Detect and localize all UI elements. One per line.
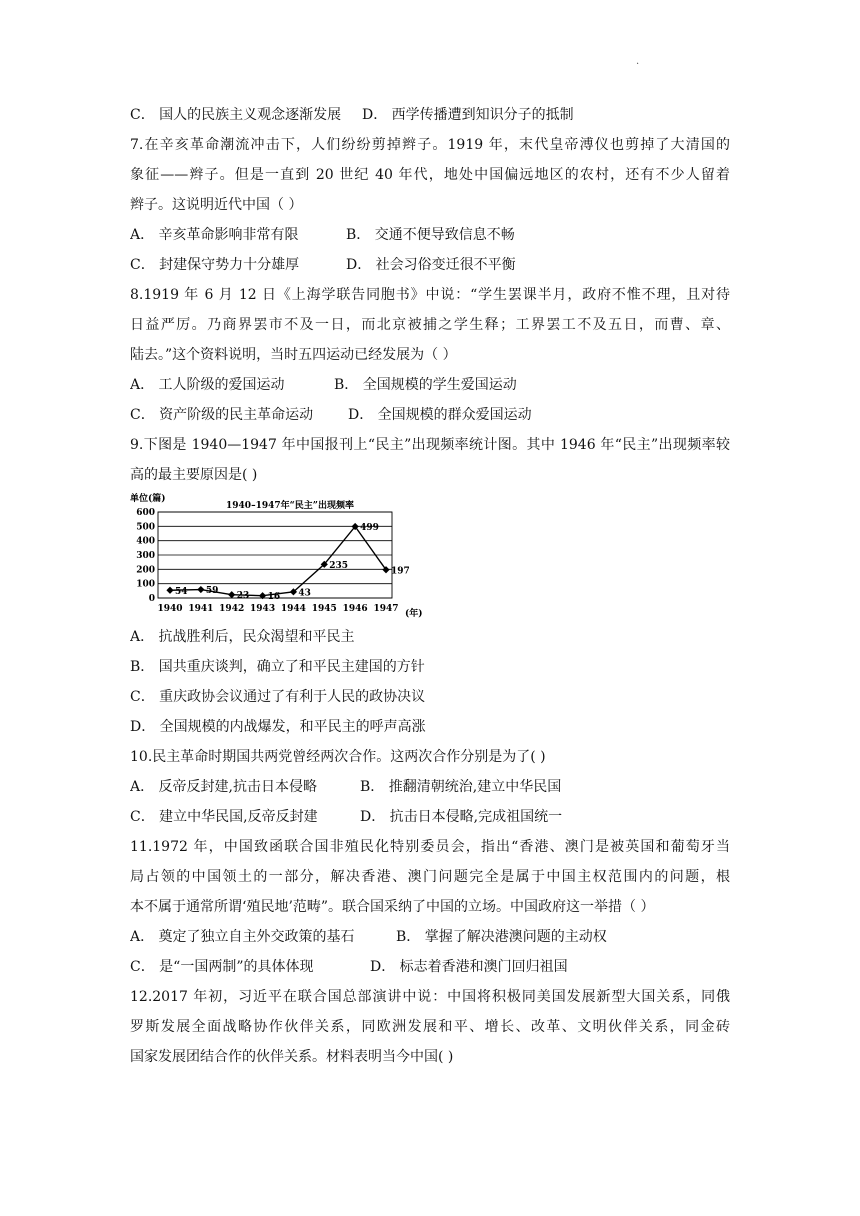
q9-option-d[interactable]: D． 全国规模的内战爆发，和平民主的呼声高涨: [130, 719, 426, 735]
chart-data-label: 16: [267, 592, 281, 603]
chart-x-tick-label: 1941: [188, 604, 214, 614]
q10-option-d[interactable]: D． 抗击日本侵略,完成祖国统一: [360, 809, 563, 825]
q11-stem-line-2: 局占领的中国领土的一部分，解决香港、澳门问题完全是属于中国主权范围内的问题，根: [130, 869, 730, 885]
chart-x-tick-label: 1943: [250, 604, 276, 614]
q11-option-d[interactable]: D． 标志着香港和澳门回归祖国: [370, 959, 568, 975]
q9-chart: [130, 492, 730, 620]
chart-y-tick-label: 300: [136, 551, 155, 561]
chart-y-tick-label: 400: [136, 536, 155, 547]
exam-content: [130, 100, 730, 1072]
chart-y-tick-label: 600: [136, 508, 155, 518]
chart-data-label: 23: [236, 591, 250, 602]
q11-option-b[interactable]: B． 掌握了解决港澳问题的主动权: [396, 929, 607, 945]
q7-stem-line-3: 辫子。这说明近代中国（ ）: [130, 197, 303, 213]
chart-y-tick-label: 200: [136, 565, 155, 576]
q10-option-c[interactable]: C． 建立中华民国,反帝反封建: [130, 809, 318, 825]
q8-stem-line-1: 8.1919 年 6 月 12 日《上海学联告同胞书》中说：“学生罢课半月，政府不惟不理，且对待: [130, 287, 730, 303]
chart-x-tick-label: 1942: [219, 604, 245, 614]
q8-option-d[interactable]: D． 全国规模的群众爱国运动: [348, 407, 532, 423]
q8-options-row-ab: [130, 370, 730, 400]
q8-option-b[interactable]: B． 全国规模的学生爱国运动: [334, 377, 517, 393]
q9-stem-line-1: 9.下图是 1940—1947 年中国报刊上“民主”出现频率统计图。其中 1946 年“民主”出现频率较: [130, 437, 730, 453]
chart-data-label: 59: [205, 586, 219, 597]
q7-stem-line-1: 7.在辛亥革命潮流冲击下，人们纷纷剪掉辫子。1919 年，末代皇帝溥仪也剪掉了大清国的: [130, 137, 730, 153]
chart-y-axis-label: 单位(篇): [130, 494, 166, 504]
q11-stem-line-3: 本不属于通常所谓‘殖民地’范畴”。联合国采纳了中国的立场。中国政府这一举措（ ）: [130, 899, 655, 915]
chart-y-tick-label: 500: [136, 522, 155, 533]
q8-stem-line-3: 陆去。”这个资料说明，当时五四运动已经发展为（ ）: [130, 347, 457, 363]
q9-option-c[interactable]: C． 重庆政协会议通过了有利于人民的政协决议: [130, 689, 426, 705]
header-dot: .: [636, 56, 640, 67]
chart-x-tick-label: 1944: [280, 604, 306, 614]
chart-data-point: [166, 587, 173, 594]
q7-option-d[interactable]: D． 社会习俗变迁很不平衡: [346, 257, 516, 273]
q12-stem-line-1: 12.2017 年初，习近平在联合国总部演讲中说：中国将积极同美国发展新型大国关系，同俄: [130, 989, 730, 1005]
q7-option-a[interactable]: A． 辛亥革命影响非常有限: [130, 227, 299, 243]
q10-options-row-ab: [130, 772, 730, 802]
q12-stem-line-2: 罗斯发展全面战略协作伙伴关系，同欧洲发展和平、增长、改革、文明伙伴关系，同金砖: [130, 1019, 730, 1035]
chart-x-tick-label: 1940: [157, 604, 183, 614]
q10-option-a[interactable]: A． 反帝反封建,抗击日本侵略: [130, 779, 318, 795]
q12-stem-line-3: 国家发展团结合作的伙伴关系。材料表明当今中国( ): [130, 1049, 454, 1065]
q10-stem-line-1: 10.民主革命时期国共两党曾经两次合作。这两次合作分别是为了( ): [130, 749, 546, 765]
chart-data-label: 499: [360, 522, 379, 533]
chart-x-unit: (年): [405, 609, 423, 619]
chart-data-label: 197: [391, 566, 410, 577]
q9-option-b[interactable]: B． 国共重庆谈判，确立了和平民主建国的方针: [130, 659, 425, 675]
q10-options-row-cd: [130, 802, 730, 832]
chart-x-tick-label: 1945: [311, 604, 337, 614]
chart-title: 1940–1947年“民主”出现频率: [226, 501, 354, 511]
q11-option-c[interactable]: C． 是“一国两制”的具体体现: [130, 959, 314, 975]
chart-data-label: 54: [175, 586, 188, 597]
q7-stem-line-2: 象征——辫子。但是一直到 20 世纪 40 年代，地处中国偏远地区的农村，还有不少人留着: [130, 167, 730, 183]
q7-options-row-ab: [130, 220, 730, 250]
q11-options-row-cd: [130, 952, 730, 982]
chart-data-label: 235: [329, 560, 349, 571]
q7-option-b[interactable]: B． 交通不便导致信息不畅: [346, 227, 515, 243]
q6-option-d[interactable]: D． 西学传播遭到知识分子的抵制: [362, 107, 574, 123]
q6-option-c[interactable]: C． 国人的民族主义观念逐渐发展: [130, 107, 342, 123]
chart-data-point: [228, 591, 235, 598]
chart-x-tick-label: 1947: [373, 604, 399, 614]
q9-option-a[interactable]: A． 抗战胜利后，民众渴望和平民主: [130, 629, 355, 645]
frequency-line-chart: [130, 492, 430, 620]
q11-options-row-ab: [130, 922, 730, 952]
chart-data-label: 43: [298, 588, 311, 599]
chart-x-tick-label: 1946: [342, 604, 368, 614]
chart-y-tick-label: 0: [148, 594, 155, 604]
chart-data-point: [197, 586, 204, 593]
chart-y-tick-label: 100: [136, 579, 155, 590]
q8-stem-line-2: 日益严厉。乃商界罢市不及一日，而北京被捕之学生释；工界罢工不及五日，而曹、章、: [130, 317, 730, 333]
q7-option-c[interactable]: C． 封建保守势力十分雄厚: [130, 257, 300, 273]
q10-option-b[interactable]: B． 推翻清朝统治,建立中华民国: [360, 779, 562, 795]
q8-option-a[interactable]: A． 工人阶级的爱国运动: [130, 377, 285, 393]
q8-options-row-cd: [130, 400, 730, 430]
q11-option-a[interactable]: A． 奠定了独立自主外交政策的基石: [130, 929, 355, 945]
chart-series-line: [170, 526, 386, 595]
q6-options-row-cd: [130, 100, 730, 130]
q7-options-row-cd: [130, 250, 730, 280]
q8-option-c[interactable]: C． 资产阶级的民主革命运动: [130, 407, 314, 423]
q11-stem-line-1: 11.1972 年，中国致函联合国非殖民化特别委员会，指出“香港、澳门是被英国和葡萄牙当: [130, 839, 730, 855]
q9-stem-line-2: 高的最主要原因是( ): [130, 467, 258, 483]
